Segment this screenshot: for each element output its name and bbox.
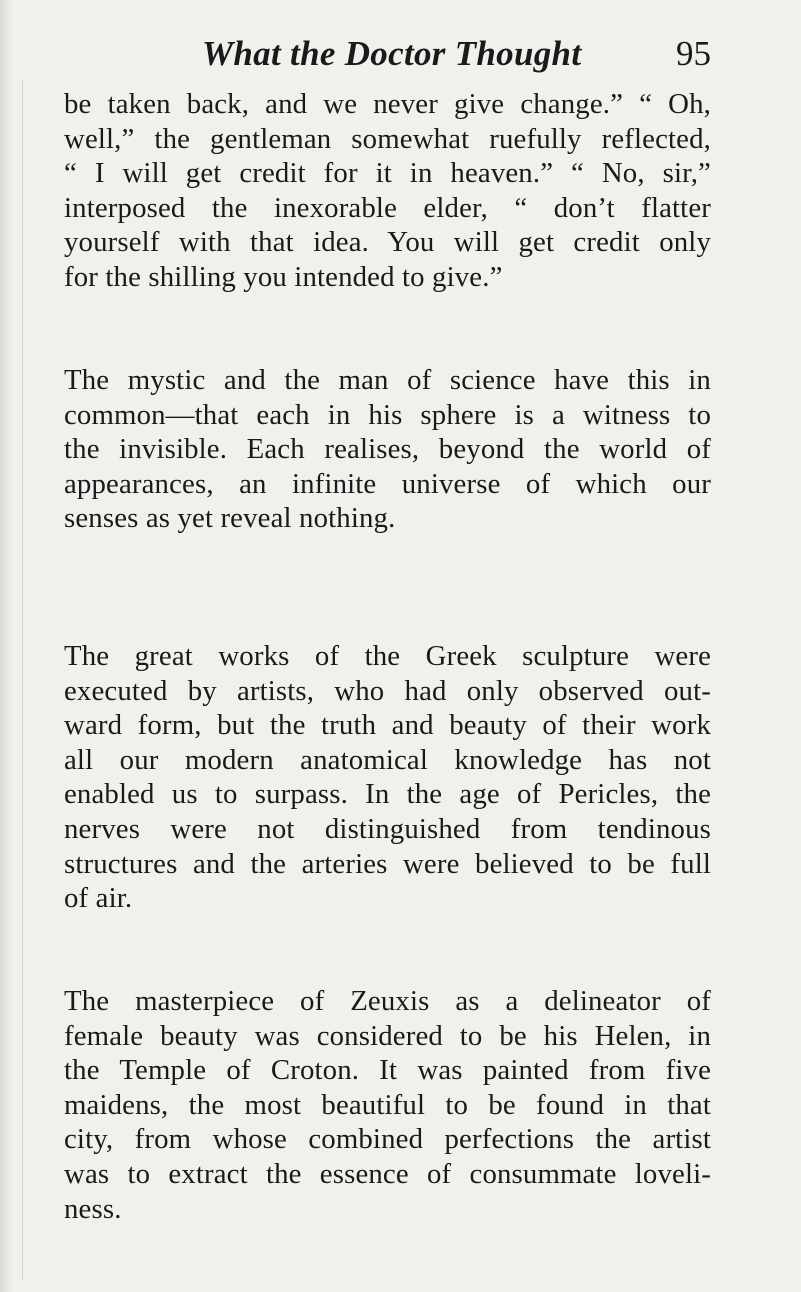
- text-line: yourself with that idea. You will get credit only: [64, 226, 711, 259]
- text-line: ward form, but the truth and beauty of their work: [64, 709, 711, 742]
- text-line: for the shilling you intended to give.”: [64, 260, 503, 293]
- text-line: be taken back, and we never give change.” “ Oh,: [64, 88, 711, 120]
- text-line: well,” the gentleman somewhat ruefully reflected,: [64, 122, 711, 155]
- text-line: female beauty was considered to be his Helen, in: [64, 1019, 711, 1052]
- paragraph-1: [64, 87, 711, 295]
- text-line: city, from whose combined perfections the artist: [64, 1123, 711, 1156]
- text-line: common—that each in his sphere is a witness to: [64, 398, 711, 431]
- page-number: 95: [676, 34, 711, 73]
- text-line: all our modern anatomical knowledge has not: [64, 743, 711, 776]
- text-line: appearances, an infinite universe of which our: [64, 467, 711, 500]
- text-line: executed by artists, who had only observed out-: [64, 674, 711, 707]
- running-title: What the Doctor Thought: [202, 34, 582, 73]
- paragraph-2: [64, 363, 711, 536]
- text-line-first: The great works of the Greek sculpture were: [64, 640, 711, 672]
- gutter-line: [22, 80, 23, 1280]
- text-line: “ I will get credit for it in heaven.” “ No, sir,”: [64, 157, 711, 190]
- page-gutter-shadow: [0, 0, 14, 1292]
- text-line: enabled us to surpass. In the age of Pericles, the: [64, 778, 711, 811]
- text-line: senses as yet reveal nothing.: [64, 502, 396, 535]
- text-line: nerves were not distinguished from tendinous: [64, 812, 711, 845]
- paragraph-3: [64, 639, 711, 916]
- text-line: was to extract the essence of consummate loveli-: [64, 1157, 711, 1190]
- text-line: the Temple of Croton. It was painted from five: [64, 1054, 711, 1087]
- text-line-first: The mystic and the man of science have this in: [64, 364, 711, 396]
- text-line: interposed the inexorable elder, “ don’t flatter: [64, 191, 711, 224]
- text-line-first: The masterpiece of Zeuxis as a delineator of: [64, 985, 711, 1017]
- text-line: structures and the arteries were believed to be full: [64, 847, 711, 880]
- text-line: the invisible. Each realises, beyond the world of: [64, 433, 711, 466]
- text-line: of air.: [64, 882, 133, 915]
- paragraph-4: [64, 984, 711, 1226]
- page-header: [64, 34, 711, 78]
- text-line: ness.: [64, 1192, 122, 1225]
- text-line: maidens, the most beautiful to be found in that: [64, 1088, 711, 1121]
